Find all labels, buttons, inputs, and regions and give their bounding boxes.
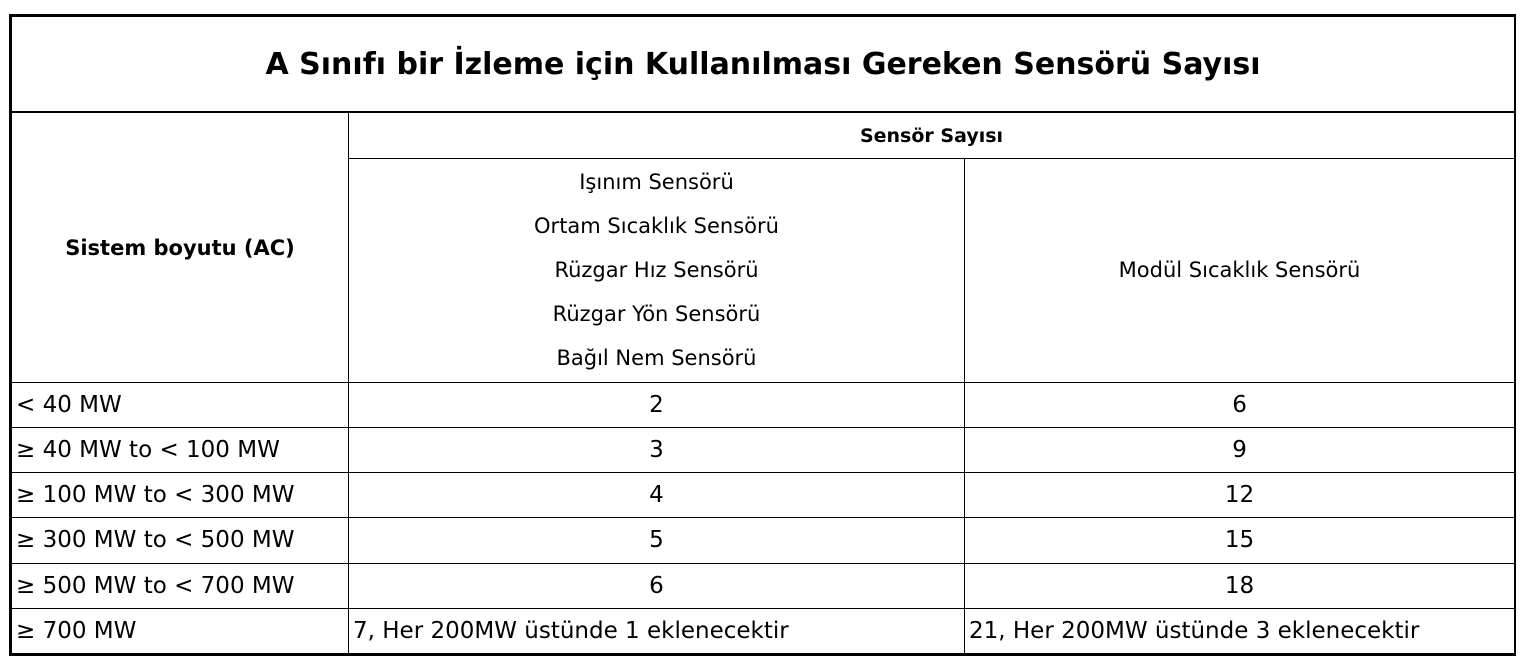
sensor-name: Bağıl Nem Sensörü	[556, 346, 757, 371]
group1-count-cell: 2	[349, 382, 965, 427]
group2-count-cell: 18	[965, 563, 1515, 608]
table-row	[12, 518, 1515, 563]
system-size-cell: ≥ 300 MW to < 500 MW	[12, 518, 349, 563]
group1-count-cell: 3	[349, 427, 965, 472]
sensor-name: Rüzgar Yön Sensörü	[552, 302, 761, 327]
sensor-group-2-header: Modül Sıcaklık Sensörü	[965, 158, 1515, 382]
system-size-header: Sistem boyutu (AC)	[12, 112, 349, 382]
sensor-name: Işınım Sensörü	[579, 170, 734, 195]
table-row	[12, 473, 1515, 518]
system-size-cell: < 40 MW	[12, 382, 349, 427]
sensor-name: Rüzgar Hız Sensörü	[554, 258, 759, 283]
sensor-table	[11, 16, 1515, 654]
sensor-group-1-header	[349, 158, 965, 382]
system-size-cell: ≥ 700 MW	[12, 608, 349, 653]
system-size-cell: ≥ 100 MW to < 300 MW	[12, 473, 349, 518]
group1-count-cell: 6	[349, 563, 965, 608]
sensor-table-sheet	[9, 14, 1516, 656]
group2-count-cell: 12	[965, 473, 1515, 518]
sensor-count-header: Sensör Sayısı	[349, 112, 1515, 158]
group1-count-cell: 5	[349, 518, 965, 563]
table-row	[12, 608, 1515, 653]
table-row	[12, 563, 1515, 608]
group2-count-cell: 21, Her 200MW üstünde 3 eklenecektir	[965, 608, 1515, 653]
table-row	[12, 382, 1515, 427]
system-size-cell: ≥ 500 MW to < 700 MW	[12, 563, 349, 608]
group2-count-cell: 15	[965, 518, 1515, 563]
group2-count-cell: 9	[965, 427, 1515, 472]
group1-count-cell: 7, Her 200MW üstünde 1 eklenecektir	[349, 608, 965, 653]
sensor-name: Ortam Sıcaklık Sensörü	[534, 214, 779, 239]
table-row	[12, 427, 1515, 472]
group2-count-cell: 6	[965, 382, 1515, 427]
group1-count-cell: 4	[349, 473, 965, 518]
table-title: A Sınıfı bir İzleme için Kullanılması Gereken Sensörü Sayısı	[12, 17, 1515, 113]
system-size-cell: ≥ 40 MW to < 100 MW	[12, 427, 349, 472]
